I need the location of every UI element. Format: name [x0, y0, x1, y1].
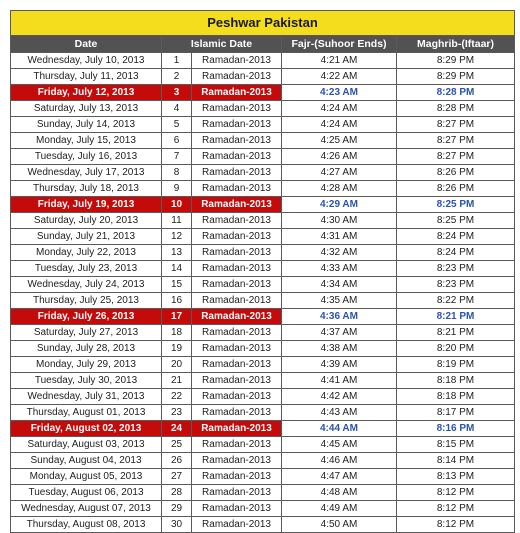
table-row — [11, 485, 515, 501]
maghrib-time-cell: 8:19 PM — [397, 357, 515, 373]
gregorian-date-cell: Saturday, July 20, 2013 — [11, 213, 162, 229]
table-row — [11, 469, 515, 485]
maghrib-time-cell: 8:24 PM — [397, 229, 515, 245]
maghrib-time-cell: 8:13 PM — [397, 469, 515, 485]
islamic-date-header: Islamic Date — [162, 36, 282, 53]
fajr-time-cell: 4:43 AM — [282, 405, 397, 421]
maghrib-time-cell: 8:25 PM — [397, 197, 515, 213]
table-row-friday — [11, 421, 515, 437]
gregorian-date-cell: Sunday, July 21, 2013 — [11, 229, 162, 245]
islamic-month-cell: Ramadan-2013 — [192, 325, 282, 341]
islamic-day-cell: 11 — [162, 213, 192, 229]
table-row — [11, 517, 515, 533]
islamic-month-cell: Ramadan-2013 — [192, 197, 282, 213]
islamic-day-cell: 15 — [162, 277, 192, 293]
islamic-month-cell: Ramadan-2013 — [192, 421, 282, 437]
islamic-day-cell: 10 — [162, 197, 192, 213]
fajr-time-cell: 4:34 AM — [282, 277, 397, 293]
islamic-day-cell: 23 — [162, 405, 192, 421]
fajr-time-cell: 4:23 AM — [282, 85, 397, 101]
maghrib-time-cell: 8:27 PM — [397, 117, 515, 133]
gregorian-date-cell: Thursday, July 11, 2013 — [11, 69, 162, 85]
table-body — [11, 53, 515, 533]
header-row — [11, 36, 515, 53]
fajr-time-cell: 4:24 AM — [282, 101, 397, 117]
table-row — [11, 373, 515, 389]
maghrib-time-cell: 8:21 PM — [397, 309, 515, 325]
islamic-day-cell: 16 — [162, 293, 192, 309]
maghrib-time-cell: 8:15 PM — [397, 437, 515, 453]
fajr-time-cell: 4:47 AM — [282, 469, 397, 485]
maghrib-time-cell: 8:29 PM — [397, 69, 515, 85]
islamic-day-cell: 27 — [162, 469, 192, 485]
islamic-day-cell: 4 — [162, 101, 192, 117]
islamic-month-cell: Ramadan-2013 — [192, 117, 282, 133]
islamic-month-cell: Ramadan-2013 — [192, 389, 282, 405]
islamic-month-cell: Ramadan-2013 — [192, 277, 282, 293]
fajr-time-cell: 4:25 AM — [282, 133, 397, 149]
fajr-time-cell: 4:21 AM — [282, 53, 397, 69]
islamic-month-cell: Ramadan-2013 — [192, 453, 282, 469]
islamic-month-cell: Ramadan-2013 — [192, 357, 282, 373]
gregorian-date-cell: Saturday, July 27, 2013 — [11, 325, 162, 341]
fajr-time-cell: 4:48 AM — [282, 485, 397, 501]
islamic-month-cell: Ramadan-2013 — [192, 293, 282, 309]
islamic-month-cell: Ramadan-2013 — [192, 309, 282, 325]
gregorian-date-cell: Friday, August 02, 2013 — [11, 421, 162, 437]
islamic-day-cell: 13 — [162, 245, 192, 261]
fajr-time-cell: 4:29 AM — [282, 197, 397, 213]
islamic-day-cell: 2 — [162, 69, 192, 85]
fajr-time-cell: 4:45 AM — [282, 437, 397, 453]
maghrib-time-cell: 8:27 PM — [397, 149, 515, 165]
fajr-time-cell: 4:32 AM — [282, 245, 397, 261]
table-row — [11, 213, 515, 229]
maghrib-time-cell: 8:14 PM — [397, 453, 515, 469]
gregorian-date-cell: Sunday, July 14, 2013 — [11, 117, 162, 133]
gregorian-date-cell: Wednesday, July 24, 2013 — [11, 277, 162, 293]
table-row — [11, 229, 515, 245]
table-row — [11, 293, 515, 309]
fajr-time-cell: 4:46 AM — [282, 453, 397, 469]
maghrib-time-cell: 8:12 PM — [397, 501, 515, 517]
islamic-month-cell: Ramadan-2013 — [192, 213, 282, 229]
gregorian-date-cell: Tuesday, July 30, 2013 — [11, 373, 162, 389]
gregorian-date-cell: Sunday, July 28, 2013 — [11, 341, 162, 357]
islamic-month-cell: Ramadan-2013 — [192, 181, 282, 197]
ramadan-timetable — [10, 10, 515, 533]
islamic-month-cell: Ramadan-2013 — [192, 469, 282, 485]
gregorian-date-cell: Wednesday, July 17, 2013 — [11, 165, 162, 181]
table-row — [11, 453, 515, 469]
table-row — [11, 101, 515, 117]
maghrib-time-cell: 8:20 PM — [397, 341, 515, 357]
table-row — [11, 165, 515, 181]
maghrib-time-cell: 8:22 PM — [397, 293, 515, 309]
islamic-month-cell: Ramadan-2013 — [192, 101, 282, 117]
fajr-time-cell: 4:28 AM — [282, 181, 397, 197]
fajr-time-cell: 4:42 AM — [282, 389, 397, 405]
table-row — [11, 117, 515, 133]
table-row — [11, 53, 515, 69]
islamic-month-cell: Ramadan-2013 — [192, 437, 282, 453]
fajr-time-cell: 4:30 AM — [282, 213, 397, 229]
islamic-month-cell: Ramadan-2013 — [192, 341, 282, 357]
gregorian-date-cell: Thursday, August 01, 2013 — [11, 405, 162, 421]
islamic-day-cell: 19 — [162, 341, 192, 357]
maghrib-time-cell: 8:29 PM — [397, 53, 515, 69]
gregorian-date-cell: Tuesday, July 23, 2013 — [11, 261, 162, 277]
table-row — [11, 261, 515, 277]
maghrib-time-cell: 8:21 PM — [397, 325, 515, 341]
gregorian-date-cell: Friday, July 26, 2013 — [11, 309, 162, 325]
maghrib-time-cell: 8:26 PM — [397, 165, 515, 181]
islamic-day-cell: 3 — [162, 85, 192, 101]
table-row — [11, 341, 515, 357]
gregorian-date-cell: Monday, July 29, 2013 — [11, 357, 162, 373]
fajr-time-cell: 4:50 AM — [282, 517, 397, 533]
islamic-day-cell: 21 — [162, 373, 192, 389]
islamic-day-cell: 26 — [162, 453, 192, 469]
table-title: Peshwar Pakistan — [11, 11, 515, 36]
table-row — [11, 149, 515, 165]
maghrib-header: Maghrib-(Iftaar) — [397, 36, 515, 53]
islamic-month-cell: Ramadan-2013 — [192, 133, 282, 149]
maghrib-time-cell: 8:25 PM — [397, 213, 515, 229]
fajr-time-cell: 4:31 AM — [282, 229, 397, 245]
islamic-month-cell: Ramadan-2013 — [192, 517, 282, 533]
fajr-time-cell: 4:35 AM — [282, 293, 397, 309]
islamic-day-cell: 1 — [162, 53, 192, 69]
maghrib-time-cell: 8:17 PM — [397, 405, 515, 421]
gregorian-date-cell: Monday, August 05, 2013 — [11, 469, 162, 485]
table-row — [11, 133, 515, 149]
maghrib-time-cell: 8:23 PM — [397, 261, 515, 277]
islamic-day-cell: 20 — [162, 357, 192, 373]
date-header: Date — [11, 36, 162, 53]
fajr-header: Fajr-(Suhoor Ends) — [282, 36, 397, 53]
islamic-month-cell: Ramadan-2013 — [192, 165, 282, 181]
islamic-day-cell: 28 — [162, 485, 192, 501]
timetable-container — [10, 10, 514, 533]
gregorian-date-cell: Friday, July 12, 2013 — [11, 85, 162, 101]
islamic-day-cell: 30 — [162, 517, 192, 533]
fajr-time-cell: 4:39 AM — [282, 357, 397, 373]
fajr-time-cell: 4:37 AM — [282, 325, 397, 341]
fajr-time-cell: 4:44 AM — [282, 421, 397, 437]
maghrib-time-cell: 8:23 PM — [397, 277, 515, 293]
table-row — [11, 325, 515, 341]
gregorian-date-cell: Monday, July 15, 2013 — [11, 133, 162, 149]
islamic-day-cell: 7 — [162, 149, 192, 165]
gregorian-date-cell: Tuesday, August 06, 2013 — [11, 485, 162, 501]
gregorian-date-cell: Tuesday, July 16, 2013 — [11, 149, 162, 165]
table-row — [11, 181, 515, 197]
islamic-day-cell: 22 — [162, 389, 192, 405]
table-row — [11, 389, 515, 405]
fajr-time-cell: 4:27 AM — [282, 165, 397, 181]
table-row — [11, 69, 515, 85]
fajr-time-cell: 4:38 AM — [282, 341, 397, 357]
islamic-day-cell: 6 — [162, 133, 192, 149]
islamic-month-cell: Ramadan-2013 — [192, 485, 282, 501]
islamic-day-cell: 8 — [162, 165, 192, 181]
maghrib-time-cell: 8:18 PM — [397, 389, 515, 405]
table-row — [11, 501, 515, 517]
islamic-day-cell: 9 — [162, 181, 192, 197]
gregorian-date-cell: Wednesday, July 10, 2013 — [11, 53, 162, 69]
maghrib-time-cell: 8:16 PM — [397, 421, 515, 437]
gregorian-date-cell: Sunday, August 04, 2013 — [11, 453, 162, 469]
maghrib-time-cell: 8:27 PM — [397, 133, 515, 149]
islamic-month-cell: Ramadan-2013 — [192, 69, 282, 85]
islamic-month-cell: Ramadan-2013 — [192, 85, 282, 101]
gregorian-date-cell: Thursday, August 08, 2013 — [11, 517, 162, 533]
islamic-month-cell: Ramadan-2013 — [192, 245, 282, 261]
gregorian-date-cell: Wednesday, August 07, 2013 — [11, 501, 162, 517]
table-row — [11, 405, 515, 421]
islamic-day-cell: 25 — [162, 437, 192, 453]
fajr-time-cell: 4:22 AM — [282, 69, 397, 85]
maghrib-time-cell: 8:26 PM — [397, 181, 515, 197]
table-row — [11, 437, 515, 453]
islamic-month-cell: Ramadan-2013 — [192, 229, 282, 245]
islamic-day-cell: 5 — [162, 117, 192, 133]
islamic-day-cell: 24 — [162, 421, 192, 437]
fajr-time-cell: 4:36 AM — [282, 309, 397, 325]
fajr-time-cell: 4:41 AM — [282, 373, 397, 389]
table-row-friday — [11, 309, 515, 325]
islamic-day-cell: 12 — [162, 229, 192, 245]
gregorian-date-cell: Friday, July 19, 2013 — [11, 197, 162, 213]
maghrib-time-cell: 8:28 PM — [397, 101, 515, 117]
gregorian-date-cell: Thursday, July 25, 2013 — [11, 293, 162, 309]
maghrib-time-cell: 8:18 PM — [397, 373, 515, 389]
table-row — [11, 357, 515, 373]
maghrib-time-cell: 8:12 PM — [397, 485, 515, 501]
islamic-day-cell: 18 — [162, 325, 192, 341]
gregorian-date-cell: Saturday, August 03, 2013 — [11, 437, 162, 453]
maghrib-time-cell: 8:24 PM — [397, 245, 515, 261]
fajr-time-cell: 4:24 AM — [282, 117, 397, 133]
table-row — [11, 277, 515, 293]
islamic-month-cell: Ramadan-2013 — [192, 501, 282, 517]
gregorian-date-cell: Monday, July 22, 2013 — [11, 245, 162, 261]
islamic-day-cell: 14 — [162, 261, 192, 277]
fajr-time-cell: 4:33 AM — [282, 261, 397, 277]
table-row-friday — [11, 85, 515, 101]
islamic-day-cell: 17 — [162, 309, 192, 325]
islamic-day-cell: 29 — [162, 501, 192, 517]
table-row — [11, 245, 515, 261]
gregorian-date-cell: Wednesday, July 31, 2013 — [11, 389, 162, 405]
islamic-month-cell: Ramadan-2013 — [192, 373, 282, 389]
maghrib-time-cell: 8:28 PM — [397, 85, 515, 101]
maghrib-time-cell: 8:12 PM — [397, 517, 515, 533]
islamic-month-cell: Ramadan-2013 — [192, 405, 282, 421]
islamic-month-cell: Ramadan-2013 — [192, 53, 282, 69]
table-row-friday — [11, 197, 515, 213]
islamic-month-cell: Ramadan-2013 — [192, 261, 282, 277]
fajr-time-cell: 4:49 AM — [282, 501, 397, 517]
islamic-month-cell: Ramadan-2013 — [192, 149, 282, 165]
gregorian-date-cell: Thursday, July 18, 2013 — [11, 181, 162, 197]
fajr-time-cell: 4:26 AM — [282, 149, 397, 165]
gregorian-date-cell: Saturday, July 13, 2013 — [11, 101, 162, 117]
